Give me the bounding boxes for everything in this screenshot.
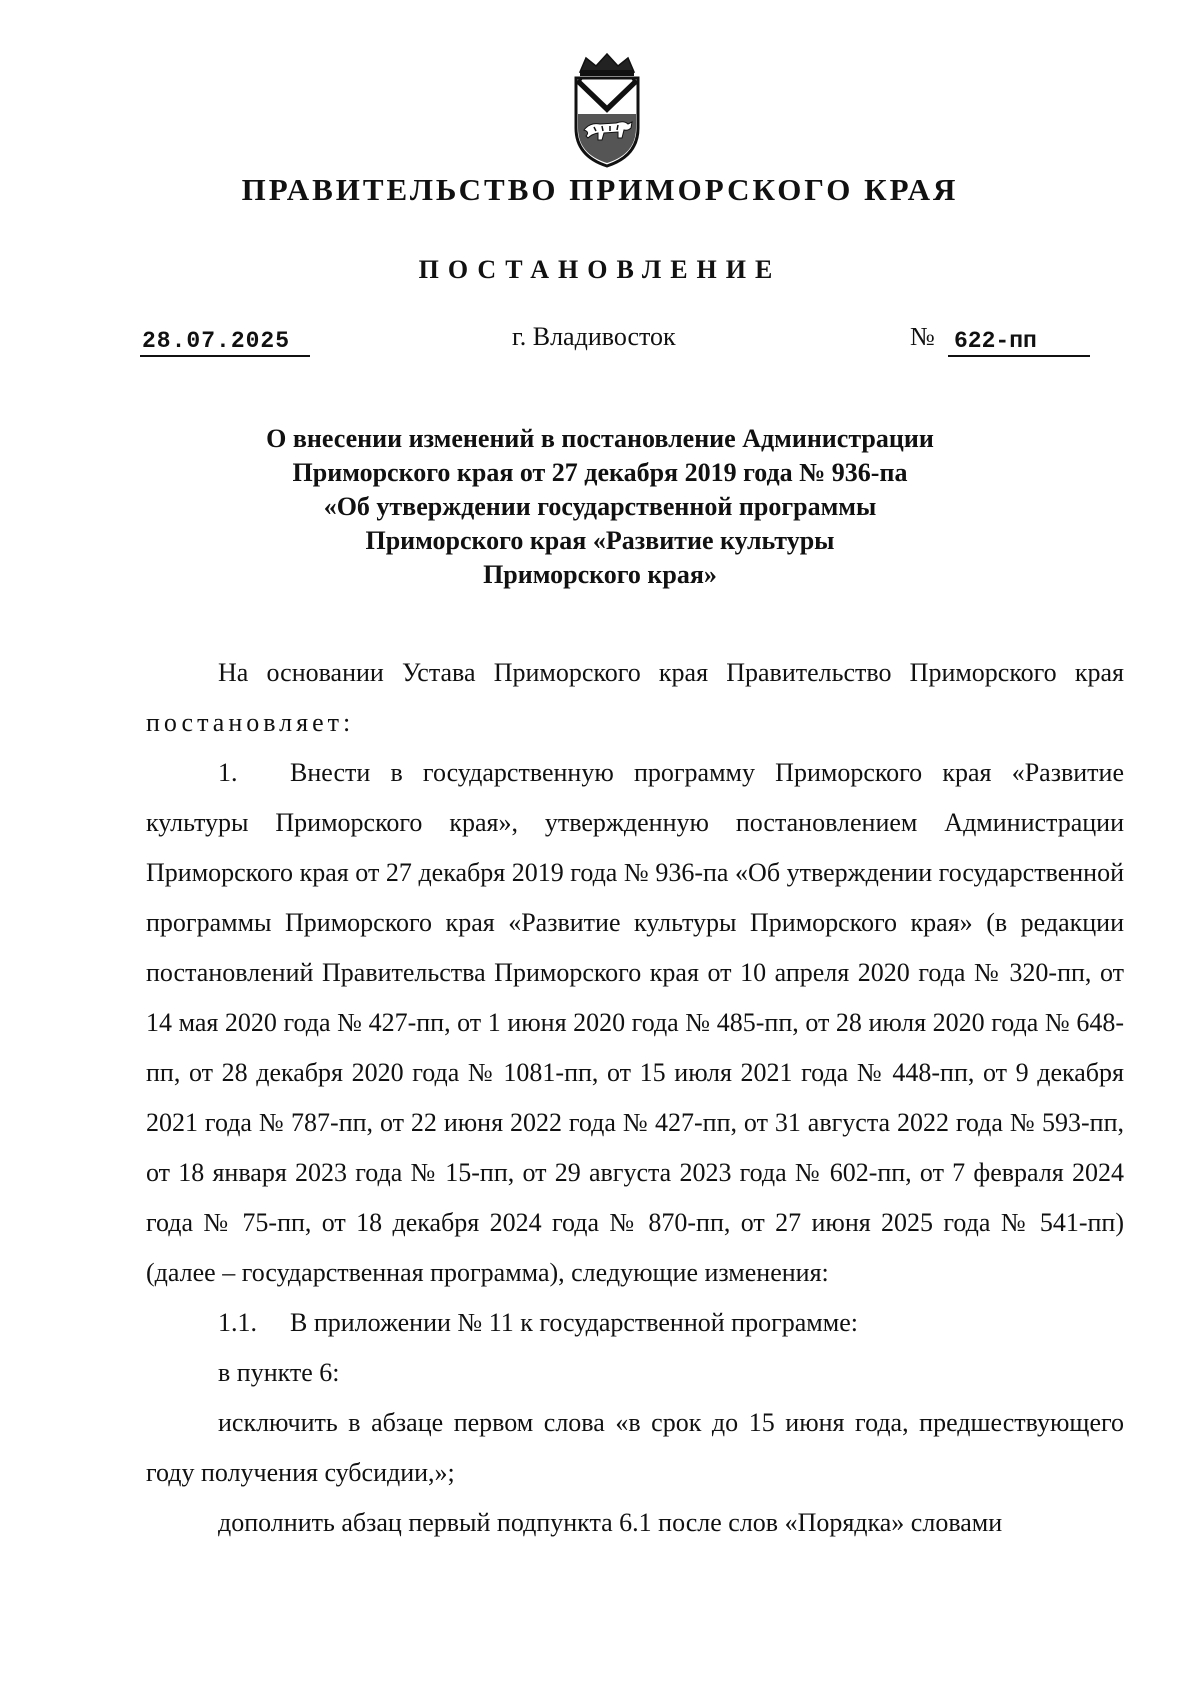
document-type: ПОСТАНОВЛЕНИЕ	[418, 255, 782, 284]
primorsky-krai-coat-of-arms-icon	[566, 52, 648, 170]
paragraph-basis	[146, 648, 1124, 748]
heading-line: Приморского края от 27 декабря 2019 года № 936-па	[292, 458, 908, 487]
paragraph-exclude: исключить в абзаце первом слова «в срок до 15 июня года, предшествующего году получения субсидии,»;	[146, 1408, 1124, 1487]
item-text: В приложении № 11 к государственной программе:	[290, 1308, 858, 1337]
government-title: ПРАВИТЕЛЬСТВО ПРИМОРСКОГО КРАЯ	[241, 172, 959, 207]
document-date: 28.07.2025	[140, 328, 310, 357]
item-number: 1.	[218, 758, 238, 787]
resolves-word: постановляет:	[146, 708, 355, 737]
document-city: г. Владивосток	[512, 322, 676, 351]
heading-line: «Об утверждении государственной программы	[323, 492, 877, 521]
document-heading	[150, 422, 1050, 592]
heading-line: Приморского края «Развитие культуры	[365, 526, 835, 555]
heading-line: О внесении изменений в постановление Администрации	[266, 424, 934, 453]
heading-line: Приморского края»	[483, 560, 717, 589]
document-body	[146, 648, 1124, 1548]
document-number-label: №	[910, 322, 935, 351]
paragraph-item-1	[146, 748, 1124, 1298]
document-meta-row	[0, 322, 1200, 362]
paragraph-supplement: дополнить абзац первый подпункта 6.1 после слов «Порядка» словами	[218, 1508, 1003, 1537]
document-number: 622-пп	[948, 328, 1090, 357]
basis-text: На основании Устава Приморского края Правительство Приморского края	[218, 658, 1124, 687]
item-number: 1.1.	[218, 1308, 257, 1337]
item-text: Внести в государственную программу Приморского края «Развитие культуры Приморского края», утвержденную постановлением Администрации Приморского края от 27 декабря 2019 года № 936-па «Об утверждении государственной программы Приморского края «Развитие культуры Приморского края» (в редакции постановлений Правительства Приморского края от 10 апреля 2020 года № 320-пп, от 14 мая 2020 года № 427-пп, от 1 июня 2020 года № 485-пп, от 28 июля 2020 года № 648-пп, от 28 декабря 2020 года № 1081-пп, от 15 июля 2021 года № 448-пп, от 9 декабря 2021 года № 787-пп, от 22 июня 2022 года № 427-пп, от 31 августа 2022 года № 593-пп, от 18 января 2023 года № 15-пп, от 29 августа 2023 года № 602-пп, от 7 февраля 2024 года № 75-пп, от 18 декабря 2024 года № 870-пп, от 27 июня 2025 года № 541-пп) (далее – государственная программа), следующие изменения:	[146, 758, 1124, 1287]
paragraph-clause-6: в пункте 6:	[218, 1358, 340, 1387]
paragraph-item-1-1	[146, 1298, 1124, 1348]
